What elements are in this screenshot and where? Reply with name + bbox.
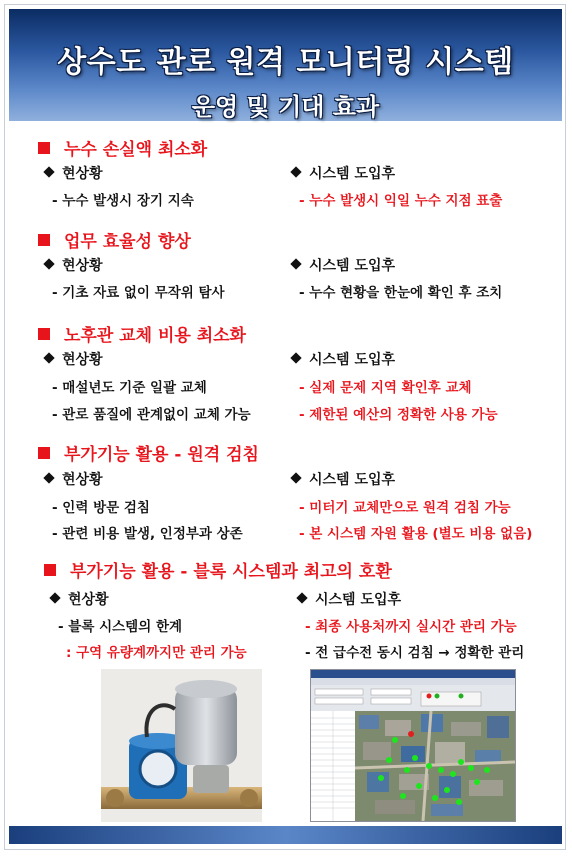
after-item: - 누수 발생시 익일 누수 지점 표출: [299, 193, 503, 209]
after-item: - 본 시스템 자원 활용 (별도 비용 없음): [299, 526, 533, 542]
after-item: - 미터기 교체만으로 원격 검침 가능: [299, 500, 511, 516]
current-label-2: 현상황: [45, 255, 103, 275]
square-bullet-icon: [38, 142, 50, 154]
diamond-bullet-icon: [290, 258, 301, 269]
after-item: - 누수 현황을 한눈에 확인 후 조치: [299, 285, 503, 301]
diamond-bullet-icon: [296, 592, 307, 603]
current-item: - 블록 시스템의 한계: [58, 619, 183, 635]
after-item: - 전 급수전 동시 검침 → 정확한 관리: [305, 645, 525, 661]
after-label-4: 시스템 도입후: [292, 469, 395, 489]
current-item: : 구역 유량계까지만 관리 가능: [66, 645, 247, 661]
water-meter-photo: [101, 669, 262, 822]
diamond-bullet-icon: [290, 352, 301, 363]
section-heading-2: 업무 효율성 향상: [38, 227, 191, 252]
header-banner: [9, 9, 562, 121]
after-label-1: 시스템 도입후: [292, 163, 395, 183]
current-item: - 매설년도 기준 일괄 교체: [52, 380, 207, 396]
water-meter-illustration: [101, 669, 262, 822]
current-item: - 인력 방문 검침: [52, 500, 150, 516]
section-heading-3: 노후관 교체 비용 최소화: [38, 321, 246, 346]
section-heading-4: 부가기능 활용 - 원격 검침: [38, 440, 259, 465]
diamond-bullet-icon: [43, 352, 54, 363]
diamond-bullet-icon: [290, 472, 301, 483]
diamond-bullet-icon: [43, 472, 54, 483]
square-bullet-icon: [38, 328, 50, 340]
square-bullet-icon: [38, 447, 50, 459]
diamond-bullet-icon: [290, 166, 301, 177]
section-heading-1: 누수 손실액 최소화: [38, 135, 207, 160]
square-bullet-icon: [44, 564, 56, 576]
current-label-1: 현상황: [45, 163, 103, 183]
current-item: - 관련 비용 발생, 인정부과 상존: [52, 526, 243, 542]
after-label-5: 시스템 도입후: [298, 589, 401, 609]
current-label-4: 현상황: [45, 469, 103, 489]
after-item: - 제한된 예산의 정확한 사용 가능: [299, 407, 498, 423]
after-label-3: 시스템 도입후: [292, 349, 395, 369]
monitoring-screen-illustration: [311, 670, 515, 821]
current-item: - 기초 자료 없이 무작위 탐사: [52, 285, 225, 301]
page-title: 상수도 관로 원격 모니터링 시스템: [57, 45, 514, 80]
diamond-bullet-icon: [43, 258, 54, 269]
monitoring-map-screenshot: [310, 669, 516, 822]
section-heading-5: 부가기능 활용 - 블록 시스템과 최고의 호환: [44, 557, 392, 582]
diamond-bullet-icon: [49, 592, 60, 603]
current-item: - 누수 발생시 장기 지속: [52, 193, 194, 209]
current-item: - 관로 품질에 관계없이 교체 가능: [52, 407, 251, 423]
page-subtitle: 운영 및 기대 효과: [191, 93, 380, 121]
footer-bar: [9, 826, 562, 844]
after-label-2: 시스템 도입후: [292, 255, 395, 275]
after-item: - 실제 문제 지역 확인후 교체: [299, 380, 472, 396]
after-item: - 최종 사용처까지 실시간 관리 가능: [305, 619, 517, 635]
diamond-bullet-icon: [43, 166, 54, 177]
square-bullet-icon: [38, 234, 50, 246]
current-label-3: 현상황: [45, 349, 103, 369]
current-label-5: 현상황: [51, 589, 109, 609]
